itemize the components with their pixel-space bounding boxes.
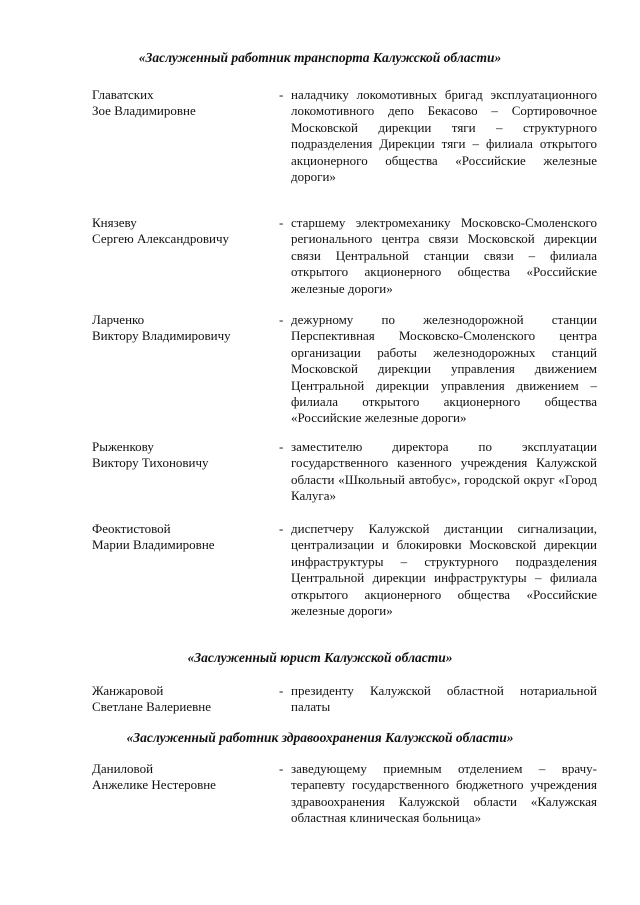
dash-separator: - xyxy=(279,683,284,698)
recipient-given-name: Зое Владимировне xyxy=(92,103,196,119)
recipient-given-name: Анжелике Нестеровне xyxy=(92,777,216,793)
recipient-position: старшему электромеханику Московско-Смоленского регионального центра связи Московской дирекции связи Центральной станции связи – филиала открытого акционерного общества «Российские железные дороги» xyxy=(291,215,597,296)
dash-separator: - xyxy=(279,87,284,102)
recipient-surname: Жанжаровой xyxy=(92,683,164,698)
recipient-name xyxy=(92,439,277,472)
recipient-position: президенту Калужской областной нотариальной палаты xyxy=(291,683,597,715)
recipient-surname: Князеву xyxy=(92,215,137,230)
recipient-given-name: Виктору Тихоновичу xyxy=(92,455,209,471)
recipient-name xyxy=(92,87,277,120)
dash-separator: - xyxy=(279,215,284,230)
recipient-position: дежурному по железнодорожной станции Перспективная Московско-Смоленского центра организации работы железнодорожных станций Московской дирекции управления движением Центральной дирекции управления движением – филиала открытого акционерного общества «Российские железные дороги» xyxy=(291,312,597,426)
recipient-name xyxy=(92,683,277,716)
recipient-surname: Феоктистовой xyxy=(92,521,171,536)
recipient-surname: Ларченко xyxy=(92,312,145,327)
recipient-name xyxy=(92,215,277,248)
dash-separator: - xyxy=(279,521,284,536)
recipient-name xyxy=(92,761,277,794)
recipient-position: диспетчеру Калужской дистанции сигнализации, централизации и блокировки Московской дирекции инфраструктуры – структурного подразделения Центральной дирекции инфраструктуры – филиала открытого акционерного общества «Российские железные дороги» xyxy=(291,521,597,619)
recipient-name xyxy=(92,521,277,554)
recipient-given-name: Марии Владимировне xyxy=(92,537,215,553)
recipient-position: заместителю директора по эксплуатации государственного казенного учреждения Калужской области «Школьный автобус», городской округ «Город Калуга» xyxy=(291,439,597,504)
recipient-surname: Главатских xyxy=(92,87,154,102)
section-title-transport: «Заслуженный работник транспорта Калужской области» xyxy=(138,50,502,65)
dash-separator: - xyxy=(279,439,284,454)
recipient-given-name: Светлане Валериевне xyxy=(92,699,211,715)
recipient-position: наладчику локомотивных бригад эксплуатационного локомотивного депо Бекасово – Сортировочное Московской дирекции тяги – структурного подразделения Дирекции тяги – филиала открытого акционерного общества «Российские железные дороги» xyxy=(291,87,597,185)
section-title-lawyer: «Заслуженный юрист Калужской области» xyxy=(187,650,453,665)
dash-separator: - xyxy=(279,761,284,776)
recipient-name xyxy=(92,312,277,345)
recipient-surname: Даниловой xyxy=(92,761,154,776)
dash-separator: - xyxy=(279,312,284,327)
recipient-position: заведующему приемным отделением – врачу-терапевту государственного бюджетного учреждения здравоохранения Калужской области «Калужская областная клиническая больница» xyxy=(291,761,597,826)
recipient-surname: Рыженкову xyxy=(92,439,154,454)
recipient-given-name: Сергею Александровичу xyxy=(92,231,230,247)
section-title-healthcare: «Заслуженный работник здравоохранения Калужской области» xyxy=(126,730,514,745)
recipient-given-name: Виктору Владимировичу xyxy=(92,328,231,344)
